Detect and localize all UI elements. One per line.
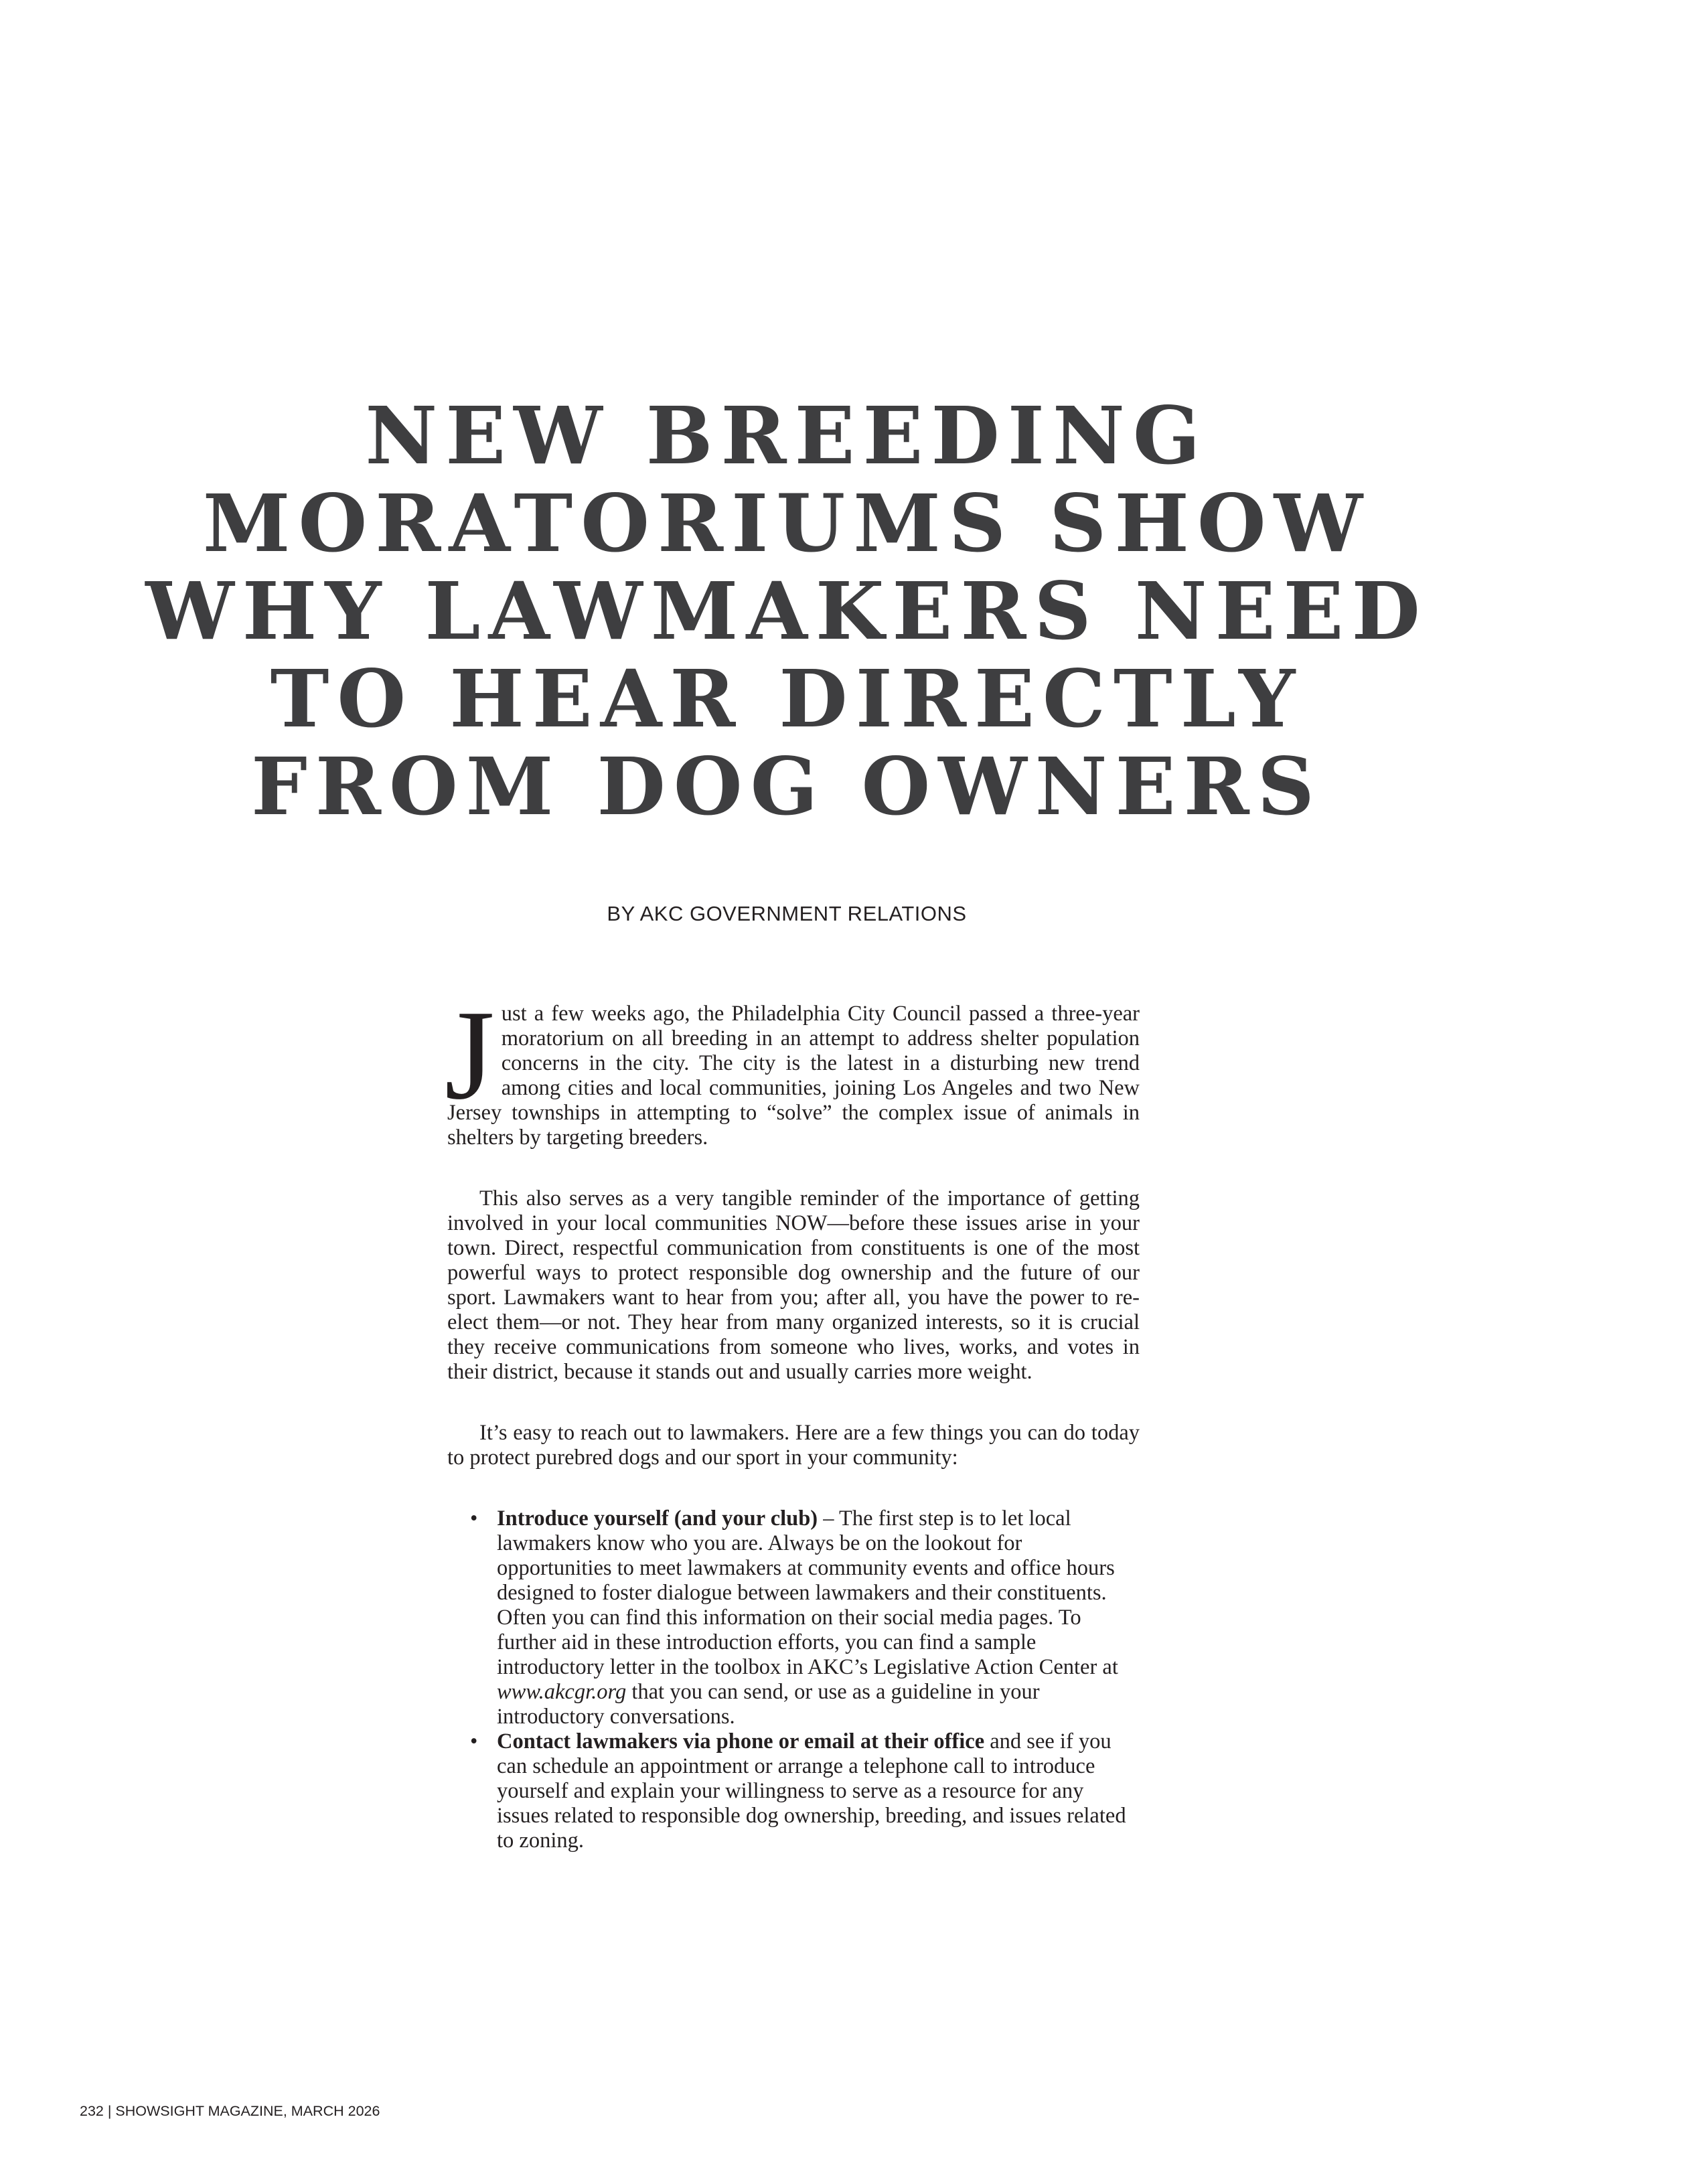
headline-line: WHY LAWMAKERS NEED [145,564,1428,657]
headline-line: NEW BREEDING [365,389,1209,482]
list-item-title: Contact lawmakers via phone or email at their office [497,1729,985,1753]
tips-list [447,1506,1140,1853]
page-folio: 232 | SHOWSIGHT MAGAZINE, MARCH 2026 [80,2103,380,2119]
list-item [470,1506,1140,1729]
list-item-text: and see if you can schedule an appointment or arrange a telephone call to introduce yourself and explain your willingness to serve as a resource for any issues related to responsible dog ownership, breeding, and issues related to zoning. [497,1729,1126,1853]
list-item-text: – The first step is to let local lawmakers know who you are. Always be on the lookout for opportunities to meet lawmakers at community events and office hours designed to foster dialogue between lawmakers and their constituents. Often you can find this information on their social media pages. To further aid in these introduction efforts, you can find a sample introductory letter in the toolbox in AKC’s Legislative Action Center at [497,1506,1118,1679]
headline-line: MORATORIUMS SHOW [202,477,1371,570]
website-link[interactable]: www.akcgr.org [497,1680,627,1704]
paragraph-text: ust a few weeks ago, the Philadelphia City Council passed a three-year moratorium on all breeding in an attempt to address shelter population concerns in the city. The city is the latest in a disturbing new trend among cities and local communities, joining Los Angeles and two New Jersey townships in attempting to “solve” the complex issue of animals in shelters by targeting breeders. [447,1002,1140,1150]
headline-line: TO HEAR DIRECTLY [270,652,1304,745]
list-item [470,1729,1140,1853]
list-item-text: that you can send, or use as a guideline in your introductory conversations. [497,1680,1040,1729]
article-paragraph-2: This also serves as a very tangible reminder of the importance of getting involved in your local communities NOW—before these issues arise in your town. Direct, respectful communication from constituents is one of the most powerful ways to protect responsible dog ownership and the future of our sport. Lawmakers want to hear from you; after all, you have the power to re-elect them—or not. They hear from many organized interests, so it is crucial they receive communications from someone who lives, works, and votes in their district, because it stands out and usually carries more weight. [447,1186,1140,1384]
article-paragraph-1 [445,984,1140,1150]
article-headline [0,389,1574,833]
bullet-icon: • [470,1506,478,1531]
article-body [445,984,1140,1853]
list-item-title: Introduce yourself (and your club) [497,1506,818,1531]
article-paragraph-3: It’s easy to reach out to lawmakers. Here are a few things you can do today to protect purebred dogs and our sport in your community: [447,1421,1140,1470]
bullet-icon: • [470,1729,478,1753]
drop-cap: J [445,984,495,1126]
article-byline: BY AKC GOVERNMENT RELATIONS [607,902,967,925]
headline-line: FROM DOG OWNERS [251,740,1322,833]
